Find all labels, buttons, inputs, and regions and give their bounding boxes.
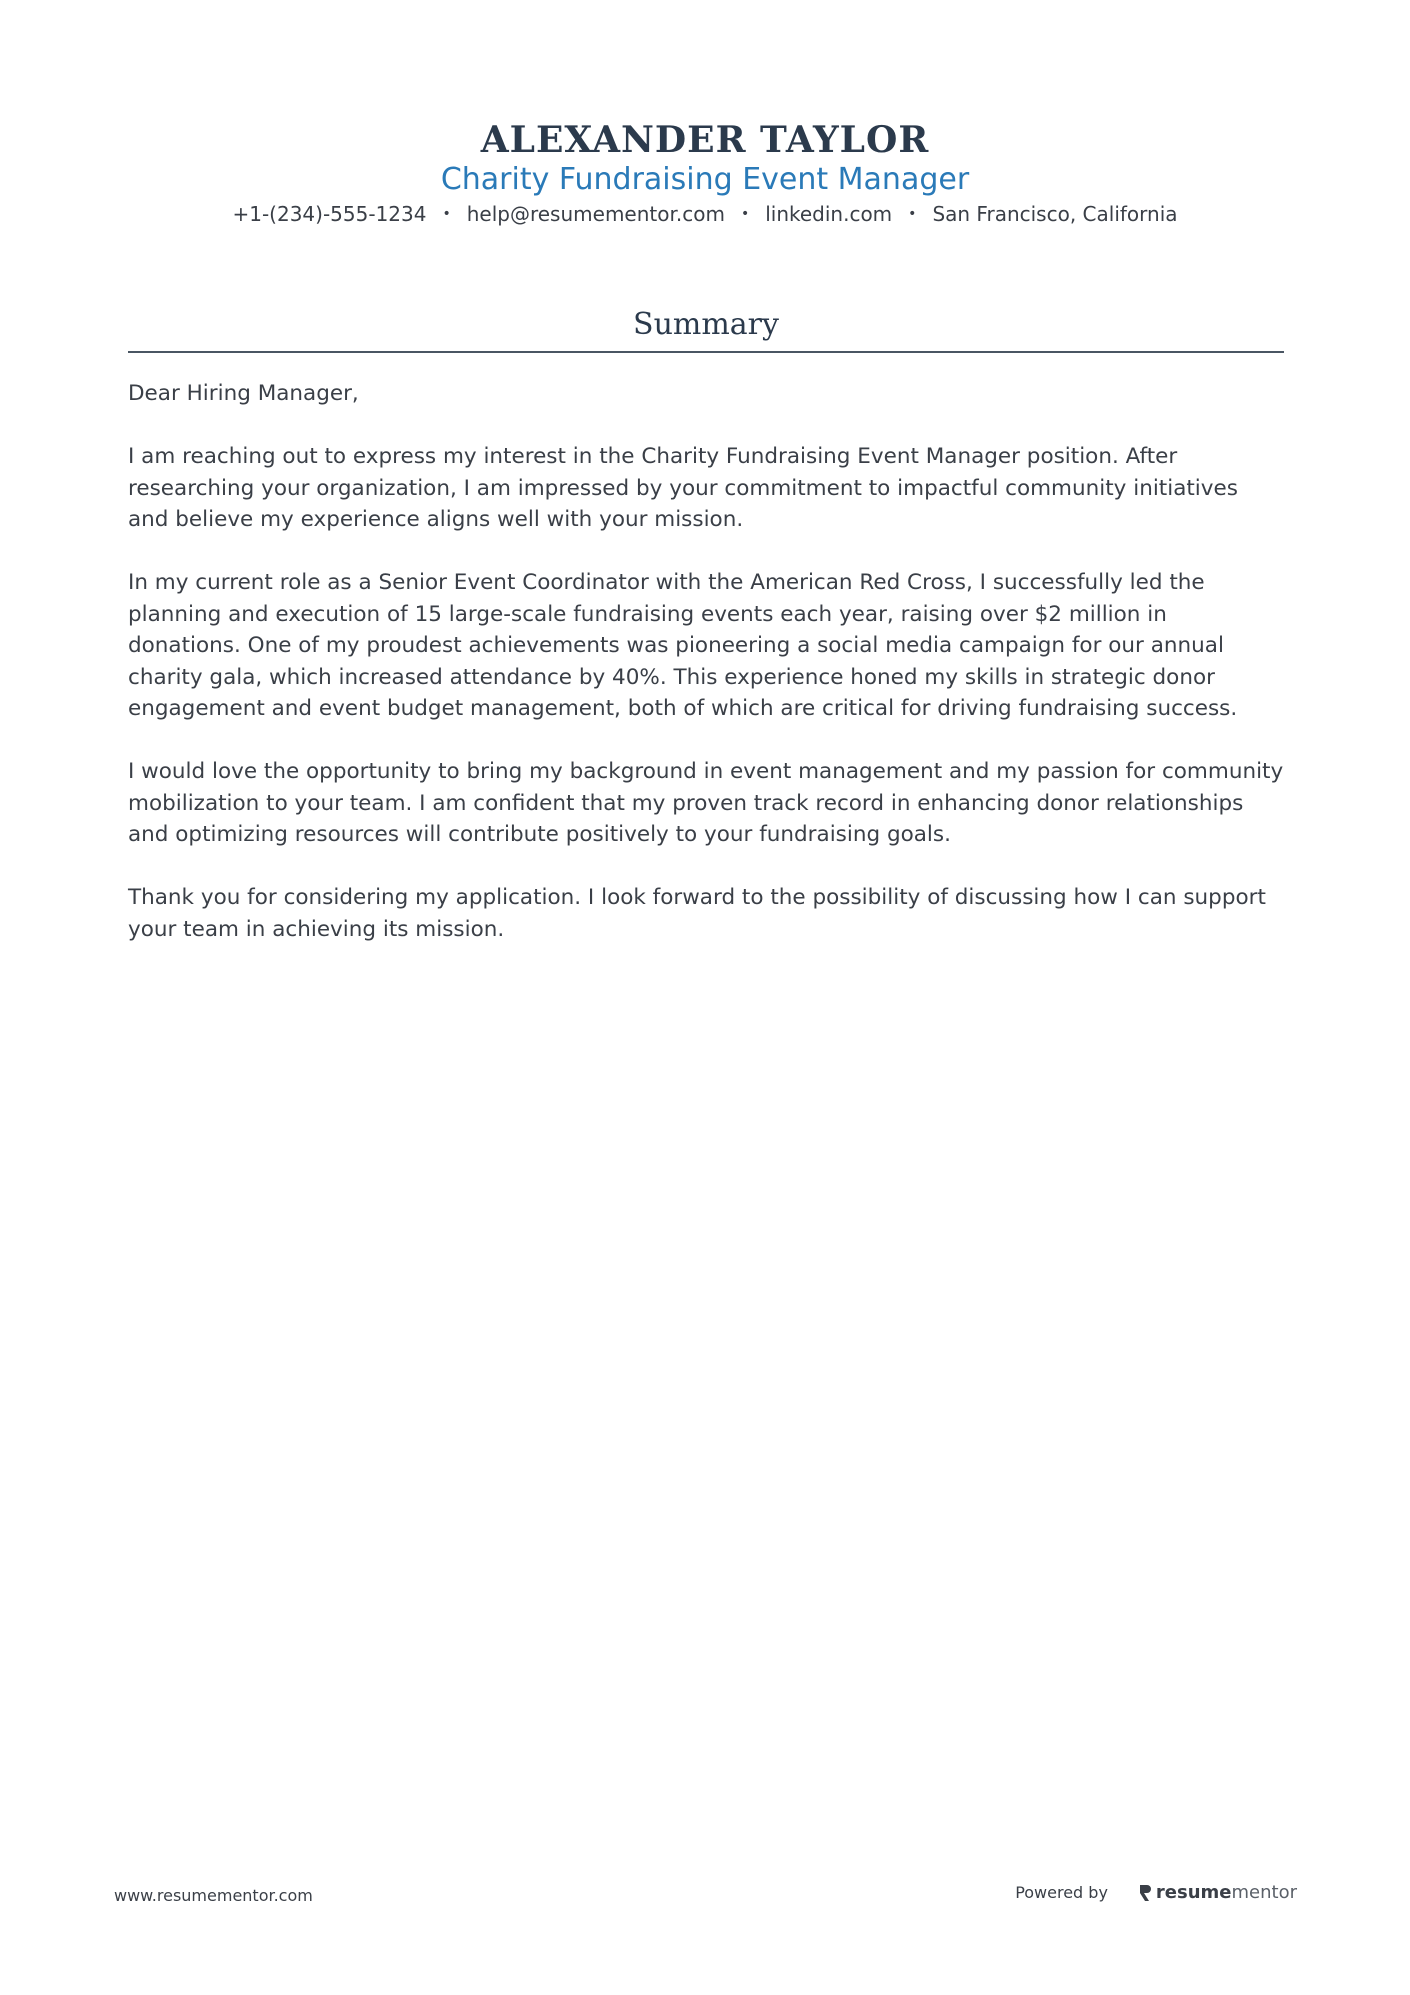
- separator-dot: •: [740, 206, 750, 222]
- contact-phone: +1-(234)-555-1234: [232, 202, 427, 226]
- section-divider: [128, 351, 1284, 353]
- contact-email[interactable]: help@resumementor.com: [466, 202, 725, 226]
- greeting: Dear Hiring Manager,: [128, 381, 359, 406]
- contact-linkedin[interactable]: linkedin.com: [765, 202, 893, 226]
- resumementor-logo[interactable]: [1138, 1882, 1297, 1903]
- footer-branding: [1015, 1882, 1297, 1903]
- separator-dot: •: [908, 206, 917, 222]
- footer-website[interactable]: www.resumementor.com: [114, 1886, 313, 1905]
- candidate-name: ALEXANDER TAYLOR: [480, 119, 930, 161]
- logo-text-bold: resume: [1155, 1882, 1232, 1903]
- paragraph-experience: In my current role as a Senior Event Coordinator with the American Red Cross, I successfully led the planning and execution of 15 large-scale fundraising events each year, raising over $2 million in donations. One of my proudest achievements was pioneering a social media campaign for our annual charity gala, which increased attendance by 40%. This experience honed my skills in strategic donor engagement and event budget management, both of which are critical for driving fundraising success.: [128, 570, 1238, 721]
- summary-heading: Summary: [633, 307, 779, 342]
- header: [0, 118, 1410, 228]
- paragraph-intro: I am reaching out to express my interest in the Charity Fundraising Event Manager position. After researching your organization, I am impressed by your commitment to impactful community initiatives and believe my experience aligns well with your mission.: [128, 444, 1238, 532]
- logo-text-light: mentor: [1231, 1882, 1297, 1903]
- paragraph-closing: Thank you for considering my application. I look forward to the possibility of discussing how I can support your team in achieving its mission.: [128, 885, 1266, 942]
- contact-location: San Francisco, California: [932, 202, 1178, 226]
- letter-body: [128, 378, 1284, 977]
- powered-by-label: Powered by: [1015, 1883, 1108, 1902]
- resumementor-logo-icon: [1138, 1883, 1152, 1903]
- paragraph-motivation: I would love the opportunity to bring my background in event management and my passion for community mobilization to your team. I am confident that my proven track record in enhancing donor relationships and optimizing resources will contribute positively to your fundraising goals.: [128, 759, 1284, 847]
- contact-line: [0, 200, 1410, 228]
- separator-dot: •: [442, 206, 451, 222]
- job-title: Charity Fundraising Event Manager: [440, 162, 970, 197]
